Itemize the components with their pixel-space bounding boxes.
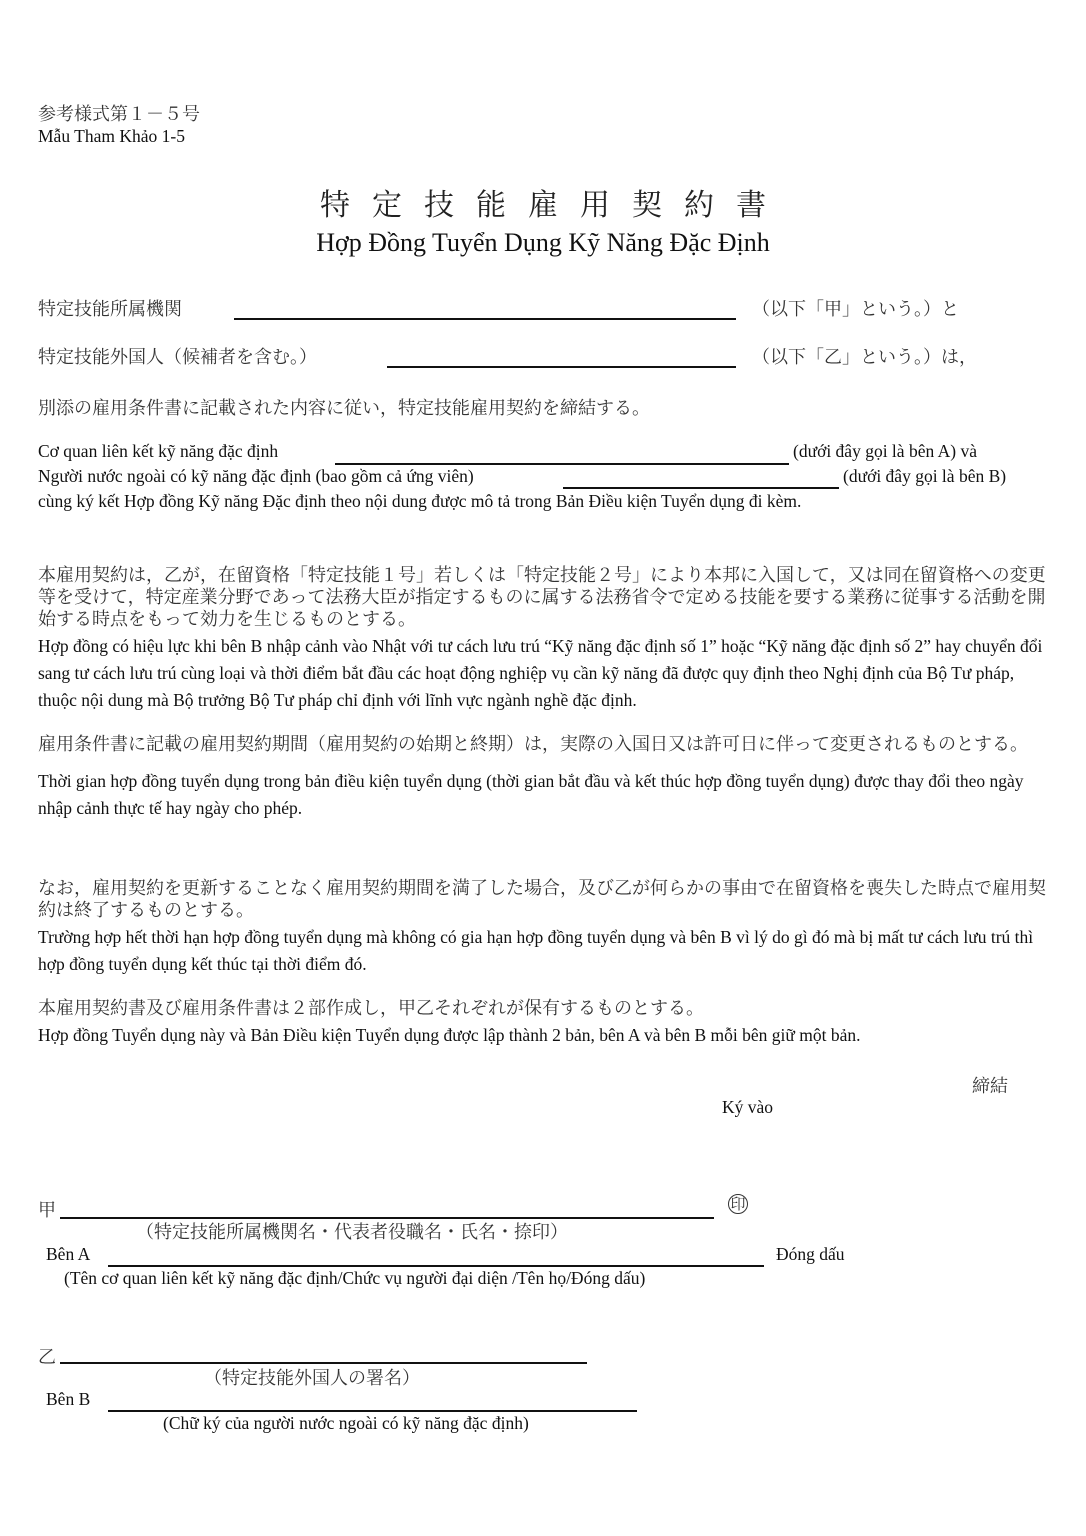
clause-2-jp: 雇用条件書に記載の雇用契約期間（雇用契約の始期と終期）は，実際の入国日又は許可日に伴って変更されるものとする。	[38, 734, 1028, 755]
title-vn: Hợp Đồng Tuyển Dụng Kỹ Năng Đặc Định	[316, 228, 770, 257]
form-number-vn: Mẫu Tham Khảo 1-5	[38, 126, 185, 146]
party-b-label-vn: Bên B	[46, 1389, 91, 1409]
signing-date-jp[interactable]: 締結	[972, 1076, 1008, 1097]
clause-4-jp: 本雇用契約書及び雇用条件書は２部作成し，甲乙それぞれが保有するものとする。	[38, 998, 704, 1019]
signing-date-vn[interactable]: Ký vào	[722, 1097, 774, 1117]
party-a-seal-vn: Đóng dấu	[776, 1244, 845, 1264]
org-suffix-vn: (dưới đây gọi là bên A) và	[793, 441, 977, 461]
foreigner-suffix-vn: (dưới đây gọi là bên B)	[843, 466, 1007, 486]
clause-3-jp: なお，雇用契約を更新することなく雇用契約期間を満了した場合，及び乙が何らかの事由で在留資格を喪失した時点で雇用契約は終了するものとする。	[38, 878, 1046, 921]
clause-4	[38, 998, 1048, 1049]
org-label-vn: Cơ quan liên kết kỹ năng đặc định	[38, 441, 279, 461]
clause-2-vn: Thời gian hợp đồng tuyển dụng trong bản điều kiện tuyển dụng (thời gian bắt đầu và kết thúc hợp đồng tuyển dụng) được thay đổi theo ngày nhập cảnh thực tế hay ngày cho phép.	[38, 771, 1024, 818]
form-number-jp: 参考様式第１－５号	[38, 104, 200, 125]
conclusion-jp: 別添の雇用条件書に記載された内容に従い，特定技能雇用契約を締結する。	[38, 398, 650, 419]
clause-4-vn: Hợp đồng Tuyển dụng này và Bản Điều kiện Tuyển dụng được lập thành 2 bản, bên A và bên B mỗi bên giữ một bản.	[38, 1025, 861, 1045]
clause-2	[38, 734, 1048, 822]
foreigner-name-line-vn[interactable]	[563, 487, 839, 489]
clause-1-jp: 本雇用契約は，乙が，在留資格「特定技能１号」若しくは「特定技能２号」により本邦に入国して，又は同在留資格への変更等を受けて，特定産業分野であって法務大臣が指定するものに属する法務省令で定める技能を要する業務に従事する活動を開始する時点をもって効力を生じるものとする。	[38, 565, 1046, 630]
party-a-signature-line-vn[interactable]	[108, 1265, 764, 1267]
party-a-label-vn: Bên A	[46, 1244, 91, 1264]
org-name-line-vn[interactable]	[335, 463, 789, 465]
seal-mark: 印	[728, 1194, 748, 1214]
seal-icon	[728, 1194, 748, 1214]
foreigner-name-line[interactable]	[387, 366, 736, 368]
party-b-label-jp: 乙	[38, 1347, 56, 1368]
party-a-caption-jp: （特定技能所属機関名・代表者役職名・氏名・捺印）	[136, 1222, 568, 1243]
foreigner-label-jp: 特定技能外国人（候補者を含む。）	[38, 347, 317, 368]
clause-3-vn: Trường hợp hết thời hạn hợp đồng tuyển dụng mà không có gia hạn hợp đồng tuyển dụng và bên B vì lý do gì đó mà bị mất tư cách lưu trú thì hợp đồng tuyển dụng kết thúc tại thời điểm đó.	[38, 927, 1034, 974]
party-b-caption-jp: （特定技能外国人の署名）	[204, 1368, 420, 1389]
clause-3	[38, 878, 1048, 978]
org-label-jp: 特定技能所属機関	[38, 299, 182, 320]
party-b-signature-line-vn[interactable]	[108, 1410, 637, 1412]
party-a-caption-vn: (Tên cơ quan liên kết kỹ năng đặc định/Chức vụ người đại diện /Tên họ/Đóng dấu)	[64, 1268, 646, 1288]
title-jp: 特定技能雇用契約書	[320, 188, 788, 223]
conclusion-vn: cùng ký kết Hợp đồng Kỹ năng Đặc định theo nội dung được mô tả trong Bản Điều kiện Tuyển dụng đi kèm.	[38, 491, 802, 511]
foreigner-label-vn: Người nước ngoài có kỹ năng đặc định (bao gồm cả ứng viên)	[38, 466, 474, 486]
org-suffix-jp: （以下「甲」という。）と	[752, 299, 959, 320]
foreigner-suffix-jp: （以下「乙」という。）は，	[752, 347, 977, 368]
party-b-caption-vn: (Chữ ký của người nước ngoài có kỹ năng đặc định)	[163, 1413, 529, 1433]
org-name-line[interactable]	[234, 318, 736, 320]
clause-1-vn: Hợp đồng có hiệu lực khi bên B nhập cảnh vào Nhật với tư cách lưu trú “Kỹ năng đặc định số 1” hoặc “Kỹ năng đặc định số 2” hay chuyển đổi sang tư cách lưu trú cùng loại và thời điểm bắt đầu các hoạt động nghiệp vụ cần kỹ năng đã được quy định theo Nghị định của Bộ Tư pháp, thuộc nội dung mà Bộ trưởng Bộ Tư pháp chỉ định với lĩnh vực ngành nghề đặc định.	[38, 636, 1043, 710]
clause-1	[38, 565, 1048, 714]
party-a-label-jp: 甲	[38, 1200, 56, 1221]
